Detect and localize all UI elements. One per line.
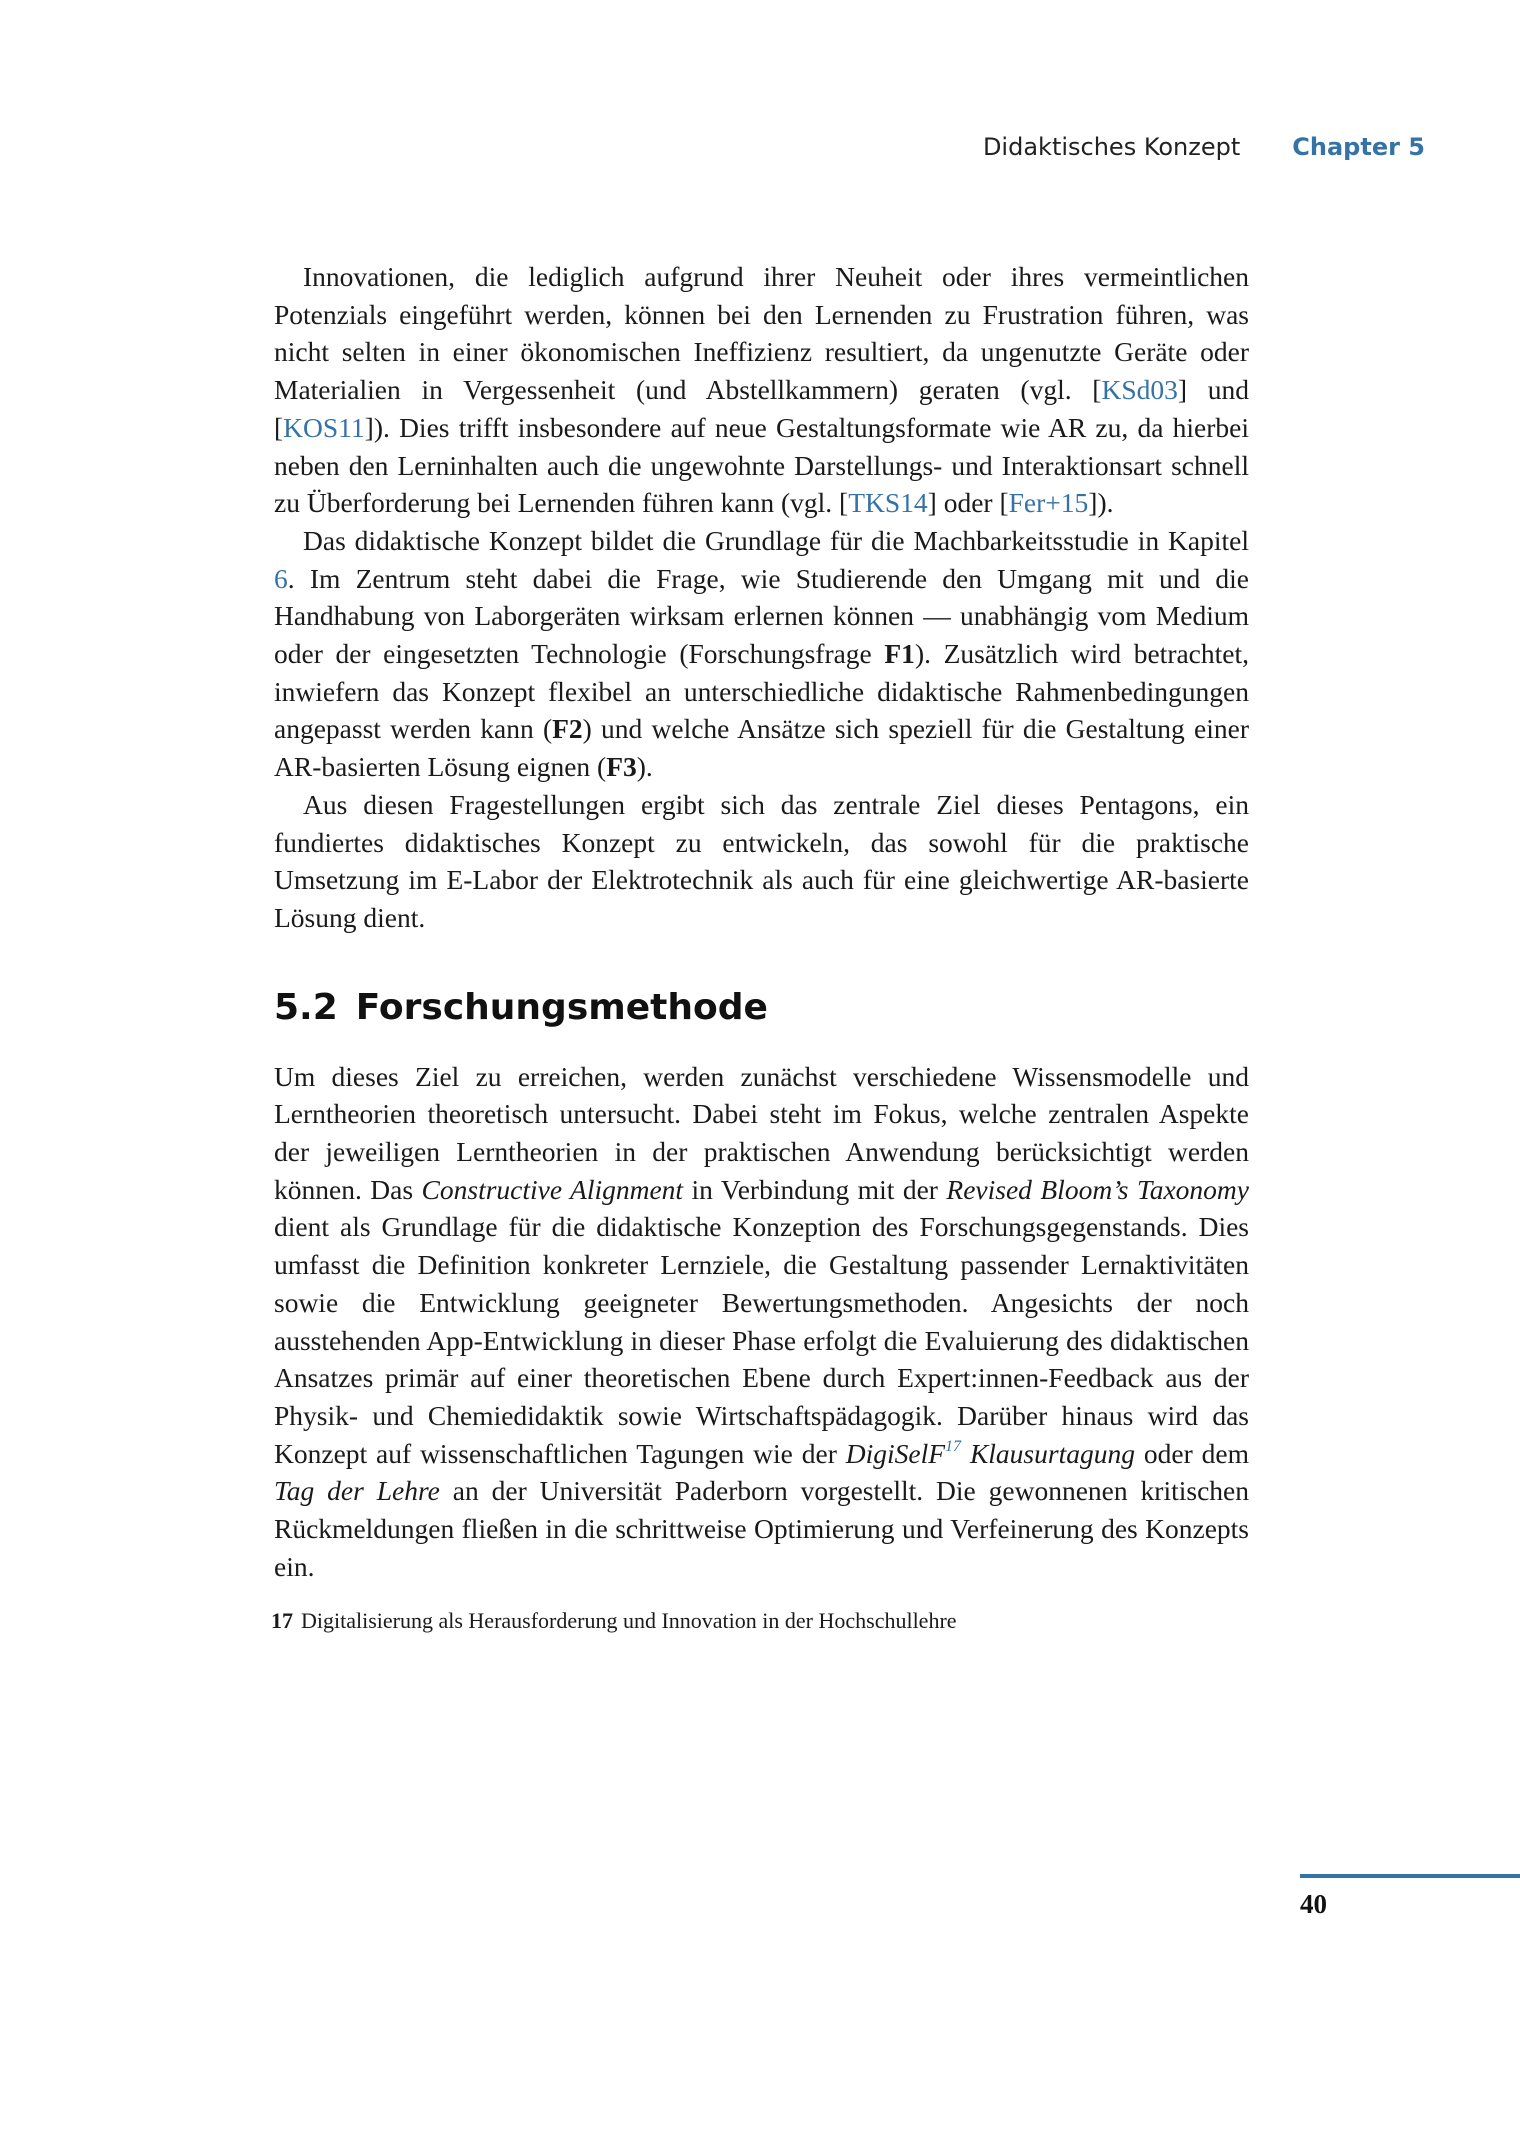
citation-kos11[interactable]: KOS11 [283,411,365,443]
text-run: ] oder [ [927,487,1009,519]
page-body [271,258,1249,1636]
text-run: an der Universität Paderborn vorgestellt. Die gewonnenen kritischen Rückmeldungen fließen in die schrittweise Optimierung und Verfeinerung des Konzepts ein. [274,1475,1249,1582]
text-run: ]). Dies trifft insbesondere auf neue Gestaltungsformate wie AR zu, da hierbei neben den Lerninhalten auch die ungewohnte Darstellungs- und Interaktionsart schnell zu Überforderung bei Lernenden führen kann (vgl. [ [274,411,1249,519]
text-run: ] und [ [274,374,1249,443]
text-run: ) und welche Ansätze sich speziell für die Gestaltung einer AR-basierten Lösung eignen ( [274,713,1249,783]
section-heading [274,985,1249,1031]
footnote-number: 17 [271,1607,293,1633]
paragraph-goal: Aus diesen Fragestellungen ergibt sich das zentrale Ziel dieses Pentagons, ein fundiertes didaktisches Konzept zu entwickeln, das sowohl für die praktische Umsetzung im E-Labor der Elektrotechnik als auch für eine gleichwertige AR-basierte Lösung dient. [274,788,1249,933]
term-tag-der-lehre: Tag der Lehre [274,1475,440,1507]
citation-tks14[interactable]: TKS14 [848,487,928,519]
text-run: dient als Grundlage für die didaktische Konzeption des Forschungsgegenstands. Dies umfasst die Definition konkreter Lernziele, die Gestaltung passender Lernaktivitäten sowie die Entwicklung geeigneter Bewertungsmethoden. Angesichts der noch ausstehenden App-Entwicklung in dieser Phase erfolgt die Evaluierung des didaktischen Ansatzes primär auf einer theoretischen Ebene durch Expert:innen-Feedback aus der Physik- und Chemiedidaktik sowie Wirtschaftspädagogik. Darüber hinaus wird das Konzept auf wissenschaftlichen Tagungen wie der [274,1211,1249,1469]
footnote-17 [271,1606,1249,1636]
text-run: ]). [1088,487,1114,519]
running-head [0,133,1425,161]
page-number: 40 [1300,1889,1327,1919]
footnote-text: Digitalisierung als Herausforderung und Innovation in der Hochschullehre [301,1607,957,1633]
section-title: Forschungsmethode [355,986,768,1028]
text-run: ). Zusätzlich wird betrachtet, inwiefern das Konzept flexibel an unterschiedliche didaktische Rahmenbedingungen angepasst werden kann ( [274,638,1249,745]
term-digiself: DigiSelF [845,1437,946,1469]
paragraph-concept [274,522,1249,786]
text-run: Innovationen, die lediglich aufgrund ihrer Neuheit oder ihres vermeintlichen Potenzials eingeführt werden, können bei den Lernenden zu Frustration führen, was nicht selten in einer ökonomischen Ineffizienz resultiert, da ungenutzte Geräte oder Materialien in Vergessenheit (und Abstellkammern) geraten (vgl. [ [274,261,1249,406]
chapter-link-6[interactable]: 6 [274,562,288,594]
running-head-chapter: Chapter 5 [1292,133,1425,161]
citation-ksd03[interactable]: KSd03 [1101,374,1178,406]
term-revised-blooms-taxonomy: Revised Bloom’s Taxonomy [946,1173,1249,1205]
research-question-f3: F3 [606,751,637,783]
text-run: oder dem [1134,1437,1249,1469]
term-constructive-alignment: Constructive Alignment [421,1173,684,1205]
research-question-f1: F1 [884,638,915,670]
paragraph-method [274,1058,1249,1586]
text-run: . Im Zentrum steht dabei die Frage, wie Studierende den Umgang mit und die Handhabung von Laborgeräten wirksam erlernen können — unabhängig vom Medium oder der eingesetzten Technologie (Forschungsfrage [274,562,1249,670]
section-number: 5.2 [274,986,338,1028]
citation-fer15[interactable]: Fer+15 [1008,487,1089,519]
research-question-f2: F2 [552,713,583,745]
running-head-section: Didaktisches Konzept [982,133,1241,161]
footer-rule [1300,1874,1520,1878]
text-run: in Verbindung mit der [683,1173,947,1205]
footnote-marker-17[interactable]: 17 [945,1437,962,1455]
text-run: Das didaktische Konzept bildet die Grundlage für die Machbarkeitsstudie in Kapitel [303,524,1249,556]
text-run: Um dieses Ziel zu erreichen, werden zunächst verschiedene Wissensmodelle und Lerntheorien theoretisch untersucht. Dabei steht im Fokus, welche zentralen Aspekte der jeweiligen Lerntheorien in der praktischen Anwendung berücksichtigt werden können. Das [274,1060,1249,1205]
term-klausurtagung: Klausurtagung [961,1437,1135,1469]
paragraph-innovations [274,258,1249,522]
text-run: ). [636,751,653,783]
